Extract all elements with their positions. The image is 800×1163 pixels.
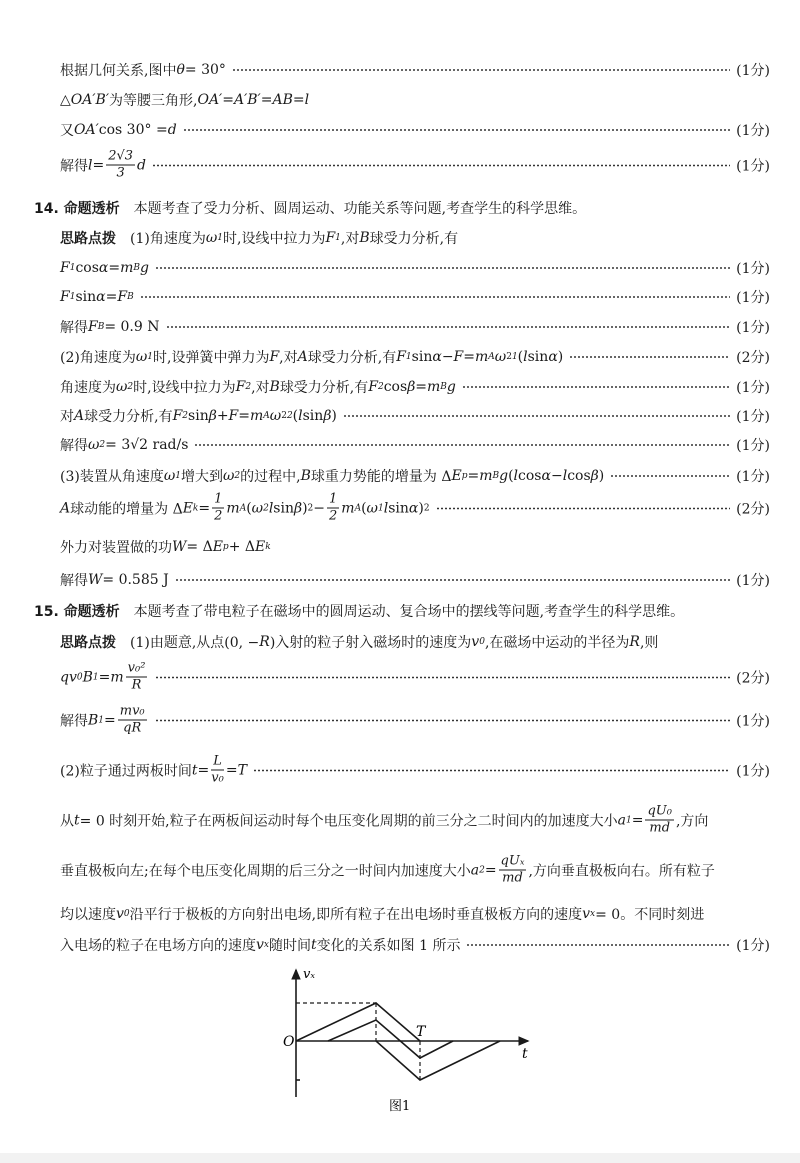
text-segment: ω (163, 468, 176, 484)
text-segment: = (98, 669, 111, 685)
text-segment: 球受力分析,有 (307, 350, 397, 366)
text-segment: l (268, 500, 274, 516)
text-segment: cos (567, 468, 591, 484)
text-segment: ω (494, 349, 507, 365)
text-segment: A (74, 408, 85, 424)
text-segment: 解得 (60, 713, 88, 729)
score-points: (1分) (736, 123, 770, 139)
text-segment: k (192, 503, 199, 513)
score-points: (1分) (736, 261, 770, 277)
text-segment: α (408, 500, 419, 516)
text-segment: F (269, 349, 280, 365)
text-segment: 外力对装置做的功 (60, 540, 172, 556)
text-segment: ,在磁场中运动的半径为 (484, 635, 630, 651)
text-segment: + (216, 408, 229, 424)
y-axis-label: vₓ (303, 967, 315, 982)
text-segment: E (182, 500, 193, 516)
fraction-denominator: v₀ (211, 770, 224, 786)
text-segment: 根据几何关系,图中 (60, 63, 177, 79)
fraction-denominator: qR (123, 720, 142, 736)
text-segment: 2 (99, 440, 106, 450)
fraction-denominator: 2 (214, 508, 223, 524)
text-segment: 球受力分析,有 (84, 409, 173, 425)
text-segment: 2 (506, 352, 512, 362)
text-segment: F (88, 319, 98, 335)
text-segment: θ (176, 62, 185, 78)
text-segment: ) (302, 500, 308, 516)
text-segment: 1 (335, 233, 341, 243)
text-segment: 的过程中, (240, 469, 301, 485)
text-segment: 变化的关系如图 1 所示 (316, 938, 461, 954)
fraction-numerator: 1 (329, 491, 338, 507)
score-points: (1分) (736, 158, 770, 174)
text-segment: 时,设弹簧中弹力为 (153, 350, 270, 366)
text-segment: cos 30° = (98, 122, 168, 138)
text-segment: m (479, 468, 493, 484)
text-segment: E (212, 539, 223, 555)
text-segment: 入电场的粒子在电场方向的速度 (60, 938, 256, 954)
score-points: (1分) (736, 320, 770, 336)
text-segment: F (60, 289, 70, 305)
text-segment: cos (383, 379, 408, 395)
text-segment: ω (366, 500, 378, 516)
text-segment: p (222, 542, 229, 552)
text-segment: = (108, 260, 121, 276)
text-segment: ) (331, 408, 337, 424)
score-points: (2分) (736, 670, 770, 686)
text-segment: 1 (98, 715, 105, 725)
text-segment: T (237, 762, 247, 778)
text-segment: W (88, 572, 103, 588)
text-segment: B (269, 379, 280, 395)
score-points: (1分) (736, 290, 770, 306)
text-segment: α (548, 349, 558, 365)
text-segment: A (297, 349, 308, 365)
text-segment: ,方向垂直极板向右。所有粒子 (528, 863, 715, 879)
text-segment: 1 (175, 471, 181, 481)
text-segment: 球重力势能的增量为 Δ (310, 469, 452, 485)
fraction-denominator: md (502, 870, 523, 886)
text-segment: d (137, 157, 147, 173)
text-segment: = (105, 289, 118, 305)
text-segment: B (127, 292, 134, 302)
text-segment: β (293, 500, 303, 516)
text-segment: R (629, 634, 640, 650)
text-segment: m (475, 349, 489, 365)
text-segment: − (313, 500, 326, 516)
text-segment: α (432, 349, 442, 365)
text-segment: = (92, 157, 105, 173)
text-segment: B (82, 669, 93, 685)
fraction-denominator: 3 (116, 165, 125, 181)
text-segment: 1 (69, 292, 76, 302)
text-segment: OA′ (74, 122, 99, 138)
text-segment: W (172, 539, 187, 555)
text-segment: 1 (405, 352, 412, 362)
text-segment: d (167, 122, 177, 138)
text-segment: 本题考查了受力分析、圆周运动、功能关系等问题,考查学生的科学思维。 (119, 201, 587, 217)
text-segment: ω (251, 500, 264, 516)
text-segment: α (98, 260, 109, 276)
text-segment: ) (557, 349, 564, 365)
text-segment: m (120, 260, 134, 276)
text-segment: l (562, 468, 568, 484)
fraction-denominator: R (131, 677, 142, 693)
text-segment: 对 (60, 409, 74, 425)
text-segment: β (407, 379, 416, 395)
x-axis-label: t (522, 1046, 528, 1062)
text-segment: 解得 (60, 438, 88, 454)
fraction-numerator: 2√3 (108, 148, 134, 164)
text-segment: g (499, 468, 509, 484)
text-segment: 1 (626, 815, 632, 825)
fraction-numerator: L (213, 753, 222, 769)
text-segment: A (354, 503, 362, 513)
text-segment: = (197, 762, 210, 778)
text-segment: OA′B′ (70, 92, 110, 108)
text-segment: 解得 (60, 573, 88, 589)
score-points: (1分) (736, 938, 770, 954)
text-segment: sin (411, 349, 433, 365)
text-segment: 0 (76, 672, 83, 682)
text-segment: β (323, 408, 332, 424)
text-segment: = (238, 408, 250, 424)
text-segment: 从 (60, 813, 74, 829)
text-segment: p (461, 471, 468, 481)
text-segment: 沿平行于极板的方向射出电场,即所有粒子在出电场时垂直极板方向的速度 (129, 907, 583, 923)
text-segment: 解得 (60, 158, 88, 174)
fraction-numerator: qU₀ (647, 803, 672, 819)
text-segment: = 30° (184, 62, 226, 78)
score-points: (1分) (736, 469, 770, 485)
text-segment: E (254, 539, 266, 555)
text-segment: = 0.9 N (104, 319, 160, 335)
text-segment: ( (508, 468, 514, 484)
text-segment: △ (60, 92, 71, 108)
text-segment: ω (116, 379, 128, 395)
text-segment: l (88, 157, 93, 173)
text-segment: l (298, 408, 303, 424)
text-segment: α (96, 289, 106, 305)
text-segment: A′B′ (233, 92, 261, 108)
text-segment: sin (527, 349, 549, 365)
text-segment: F (117, 289, 128, 305)
text-segment: g (446, 379, 456, 395)
text-segment: 随时间 (269, 938, 311, 954)
text-segment: = (260, 92, 273, 108)
score-points: (1分) (736, 573, 770, 589)
text-segment: )入射的粒子射入磁场时的速度为 (269, 635, 472, 651)
text-segment: 时,设线中拉力为 (133, 380, 236, 396)
text-segment: 增大到 (181, 469, 223, 485)
text-segment: ω (205, 230, 218, 246)
text-segment: = 3√2 rad/s (105, 437, 189, 453)
text-segment: 均以速度 (60, 907, 116, 923)
text-segment: m (226, 500, 240, 516)
text-segment: 又 (60, 123, 74, 139)
text-segment: A (60, 500, 71, 516)
text-segment: m (427, 379, 441, 395)
fraction-denominator: 2 (329, 508, 338, 524)
text-segment: t (191, 762, 198, 778)
text-segment: l (513, 468, 519, 484)
text-segment: B (359, 230, 370, 246)
text-segment: 角速度为 (60, 380, 116, 396)
section-label: 思路点拨 (60, 635, 116, 651)
score-points: (1分) (736, 409, 770, 425)
text-segment: v (256, 937, 264, 953)
text-segment: 为等腰三角形, (109, 93, 198, 109)
text-segment: 2 (307, 503, 314, 513)
text-segment: 2 (423, 503, 430, 513)
text-segment: x (263, 940, 269, 950)
text-segment: t (74, 812, 80, 828)
text-segment: sin (273, 500, 294, 516)
text-segment: F (396, 349, 406, 365)
page-bottom-edge (0, 1153, 800, 1163)
text-segment: ,对 (279, 350, 298, 366)
text-segment: A (488, 352, 495, 362)
text-segment: = (467, 468, 480, 484)
text-segment: ω (269, 408, 282, 424)
text-segment: 2 (281, 411, 287, 421)
score-points: (1分) (736, 63, 770, 79)
text-segment: x (590, 909, 596, 919)
text-segment: F (228, 408, 239, 424)
score-points: (1分) (736, 763, 770, 779)
text-segment: l (523, 349, 528, 365)
text-segment: ) (418, 500, 424, 516)
text-segment: ω (88, 437, 100, 453)
text-segment: (1)由题意,从点(0, − (116, 635, 260, 651)
text-segment: ,对 (340, 231, 360, 247)
text-segment: = (484, 862, 497, 878)
text-segment: ,则 (639, 635, 659, 651)
text-segment: 本题考查了带电粒子在磁场中的圆周运动、复合场中的摆线等问题,考查学生的科学思维。 (119, 604, 685, 620)
text-segment: + Δ (228, 539, 255, 555)
section-label: 15. 命题透析 (34, 604, 120, 620)
text-segment: = 0 时刻开始,粒子在两板间运动时每个电压变化周期的前三分之二时间内的加速度大小 (79, 813, 618, 829)
text-segment: v (471, 634, 480, 650)
text-segment: 0 (479, 637, 485, 647)
text-segment: l (383, 500, 389, 516)
text-segment: A (239, 503, 247, 513)
text-segment: sin (302, 408, 324, 424)
text-segment: 2 (263, 503, 269, 513)
score-points: (1分) (736, 438, 770, 454)
text-segment: (3)装置从角速度 (60, 469, 164, 485)
text-segment: R (259, 634, 270, 650)
text-segment: = (631, 812, 644, 828)
text-segment: = Δ (186, 539, 213, 555)
text-segment: B (440, 382, 447, 392)
text-segment: OA′ (197, 92, 223, 108)
text-segment: 2 (377, 382, 384, 392)
text-segment: m (250, 408, 264, 424)
text-segment: F (453, 349, 464, 365)
text-segment: 1 (147, 352, 153, 362)
text-segment: α (541, 468, 551, 484)
fraction-numerator: mv₀ (119, 703, 145, 719)
text-segment: k (265, 542, 271, 552)
section-label: 14. 命题透析 (34, 201, 120, 217)
text-segment: 1 (217, 233, 223, 243)
text-segment: = (292, 92, 305, 108)
fraction-denominator: md (649, 820, 671, 836)
text-segment: − (550, 468, 563, 484)
curve-lower (376, 1041, 500, 1080)
text-segment: (1)角速度为 (116, 231, 206, 247)
score-points: (1分) (736, 380, 770, 396)
text-segment: cos (518, 468, 542, 484)
text-segment: ,方向 (675, 813, 709, 829)
text-segment: B (492, 471, 500, 481)
text-segment: A (263, 411, 270, 421)
text-segment: 垂直极板向左;在每个电压变化周期的后三分之一时间内加速度大小 (60, 863, 471, 879)
text-segment: β (208, 408, 217, 424)
text-segment: 0 (123, 909, 130, 919)
text-segment: = (463, 349, 475, 365)
text-segment: a (617, 812, 626, 828)
text-segment: sin (388, 500, 409, 516)
text-segment: = (225, 762, 238, 778)
text-segment: cos (75, 260, 99, 276)
text-segment: ) (598, 468, 605, 484)
text-segment: ( (517, 349, 524, 365)
text-segment: 2 (479, 865, 485, 875)
text-segment: F (325, 230, 336, 246)
text-segment: 1 (92, 672, 99, 682)
text-segment: v (582, 906, 591, 922)
text-segment: ω (135, 349, 148, 365)
fraction-numerator: v₀² (127, 660, 146, 676)
text-segment: F (172, 408, 183, 424)
text-segment: = (222, 92, 234, 108)
text-segment: 时,设线中拉力为 (223, 231, 326, 247)
text-segment: 1 (511, 352, 518, 362)
text-segment: qv (60, 669, 77, 685)
text-segment: 2 (127, 382, 134, 392)
text-segment: m (341, 500, 355, 516)
text-segment: F (60, 260, 70, 276)
text-segment: sin (188, 408, 209, 424)
text-segment: t (311, 937, 317, 953)
text-segment: 球受力分析,有 (369, 231, 459, 247)
text-segment: ( (361, 500, 367, 516)
text-segment: = (415, 379, 428, 395)
text-segment: 1 (377, 503, 384, 513)
text-segment: 2 (286, 411, 293, 421)
text-segment: E (451, 468, 462, 484)
curve-upper (296, 1003, 420, 1041)
text-segment: g (140, 260, 149, 276)
text-segment: = (104, 712, 116, 728)
score-points: (1分) (736, 713, 770, 729)
text-segment: 2 (245, 382, 252, 392)
text-segment: (2)角速度为 (60, 350, 136, 366)
text-segment: (2)粒子通过两板时间 (60, 763, 192, 779)
text-segment: B (97, 322, 105, 332)
text-segment: = (198, 500, 211, 516)
text-segment: 2 (234, 471, 241, 481)
score-points: (2分) (736, 501, 770, 517)
text-segment: 球动能的增量为 Δ (70, 501, 183, 517)
fraction-numerator: qUₓ (500, 853, 525, 869)
text-segment: AB (272, 92, 293, 108)
section-label: 思路点拨 (60, 231, 116, 247)
text-segment: ω (223, 468, 235, 484)
text-segment: ( (292, 408, 299, 424)
period-label: T (416, 1024, 426, 1040)
text-segment: sin (75, 289, 97, 305)
score-points: (2分) (736, 350, 770, 366)
text-segment: ,对 (251, 380, 270, 396)
text-segment: − (441, 349, 454, 365)
text-segment: B (88, 712, 99, 728)
origin-label: O (283, 1034, 295, 1050)
text-segment: m (110, 669, 124, 685)
text-segment: β (590, 468, 599, 484)
text-segment: ( (246, 500, 252, 516)
text-segment: 球受力分析,有 (279, 380, 369, 396)
text-segment: v (116, 906, 124, 922)
text-segment: = 0。不同时刻进 (595, 907, 705, 923)
text-segment: F (235, 379, 246, 395)
text-segment: 2 (182, 411, 189, 421)
text-segment: F (368, 379, 378, 395)
text-segment: 1 (69, 263, 76, 273)
fraction-numerator: 1 (214, 491, 223, 507)
text-segment: B (133, 263, 141, 273)
text-segment: = 0.585 J (102, 572, 169, 588)
text-segment: l (304, 92, 310, 108)
figure-caption: 图1 (389, 1099, 411, 1114)
text-segment: B (300, 468, 311, 484)
text-segment: 解得 (60, 320, 88, 336)
text-segment: a (470, 862, 480, 878)
curve-middle (328, 1020, 453, 1058)
